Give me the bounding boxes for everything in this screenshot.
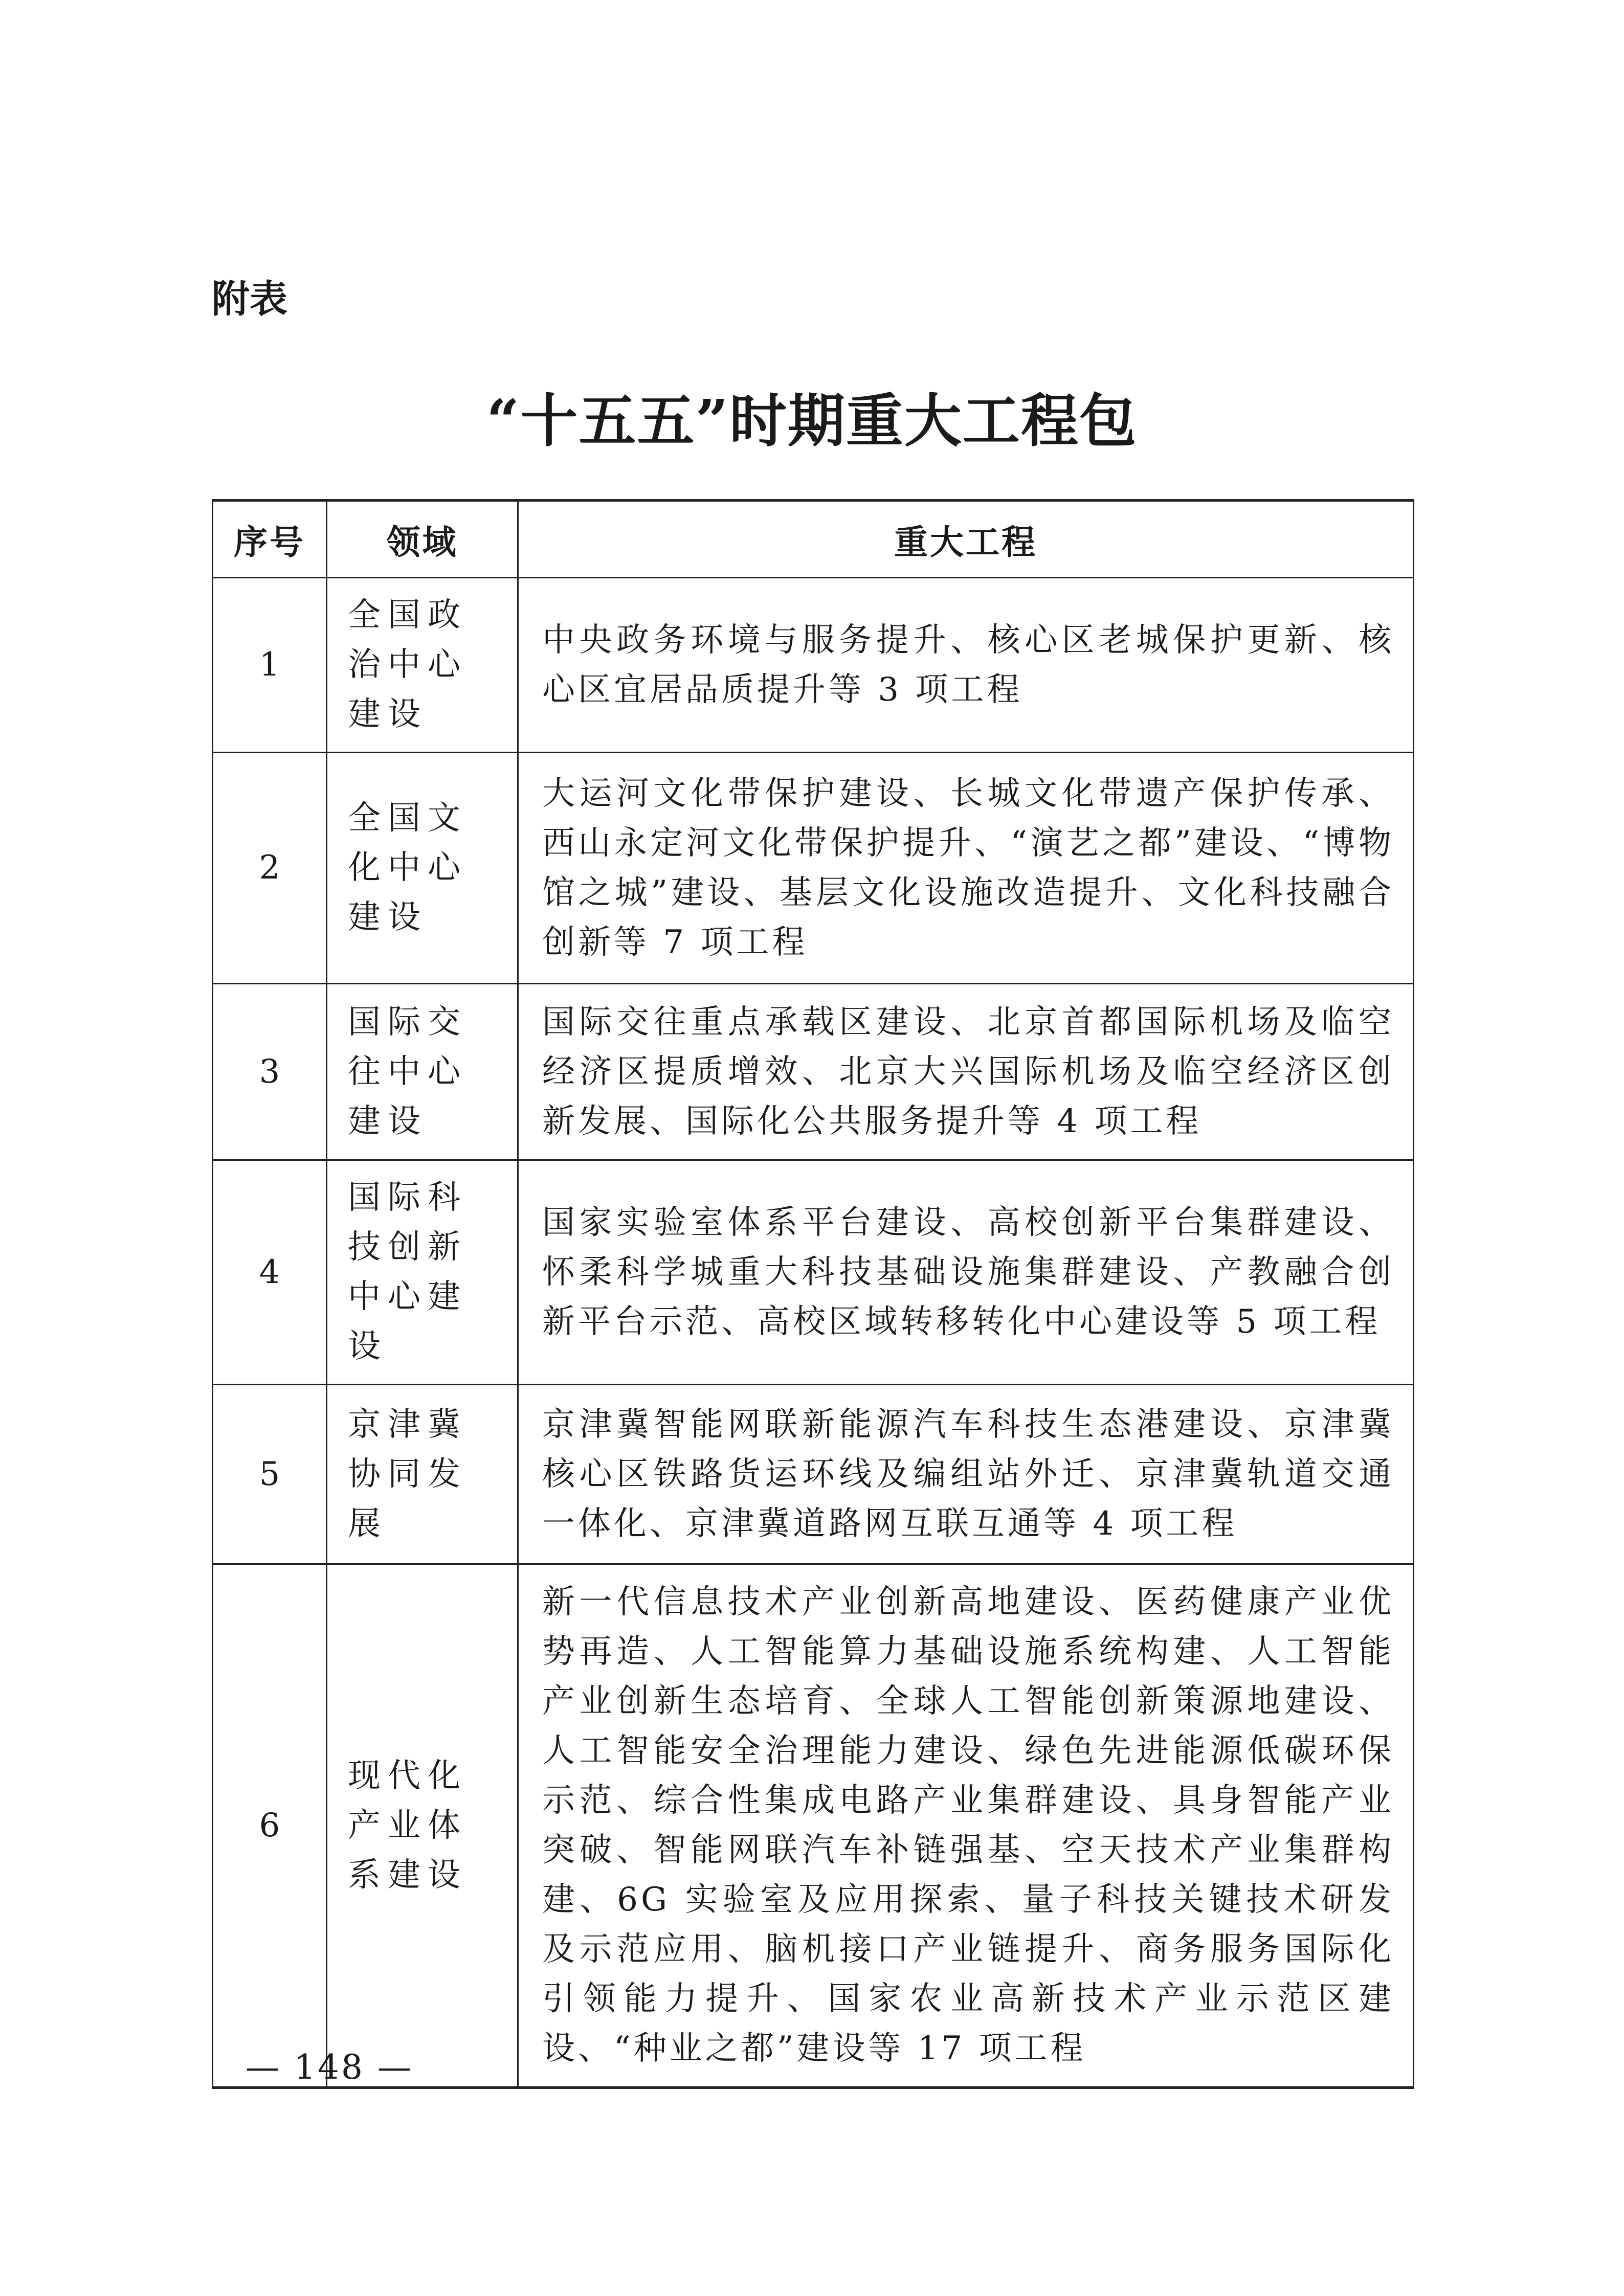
row-field: 全国文化中心建设: [327, 753, 518, 984]
row-no: 6: [213, 1564, 327, 2088]
page-number: — 148 —: [246, 2047, 413, 2087]
row-projects: 京津冀智能网联新能源汽车科技生态港建设、京津冀核心区铁路货运环线及编组站外迁、京津冀轨道交通一体化、京津冀道路网互联互通等 4 项工程: [518, 1385, 1414, 1564]
table-row: [213, 578, 1414, 753]
header-projects: 重大工程: [518, 501, 1414, 578]
row-field: 全国政治中心建设: [327, 578, 518, 753]
row-field: 国际交往中心建设: [327, 984, 518, 1160]
row-projects: 新一代信息技术产业创新高地建设、医药健康产业优势再造、人工智能算力基础设施系统构建、人工智能产业创新生态培育、全球人工智能创新策源地建设、人工智能安全治理能力建设、绿色先进能源低碳环保示范、综合性集成电路产业集群建设、具身智能产业突破、智能网联汽车补链强基、空天技术产业集群构建、6G 实验室及应用探索、量子科技关键技术研发及示范应用、脑机接口产业链提升、商务服务国际化引领能力提升、国家农业高新技术产业示范区建设、“种业之都”建设等 17 项工程: [518, 1564, 1414, 2088]
table-row: [213, 753, 1414, 984]
header-no: 序号: [213, 501, 327, 578]
row-projects: 国际交往重点承载区建设、北京首都国际机场及临空经济区提质增效、北京大兴国际机场及临空经济区创新发展、国际化公共服务提升等 4 项工程: [518, 984, 1414, 1160]
row-no: 1: [213, 578, 327, 753]
table-row: [213, 1385, 1414, 1564]
table-row: [213, 1160, 1414, 1385]
row-field: 京津冀协同发展: [327, 1385, 518, 1564]
table-header-row: [213, 501, 1414, 578]
row-no: 5: [213, 1385, 327, 1564]
document-title: “十五五”时期重大工程包: [486, 388, 1138, 455]
table-row: [213, 984, 1414, 1160]
major-projects-table: [212, 499, 1414, 2089]
row-projects: 国家实验室体系平台建设、高校创新平台集群建设、怀柔科学城重大科技基础设施集群建设、产教融合创新平台示范、高校区域转移转化中心建设等 5 项工程: [518, 1160, 1414, 1385]
row-field: 国际科技创新中心建设: [327, 1160, 518, 1385]
row-field: 现代化产业体系建设: [327, 1564, 518, 2088]
row-projects: 中央政务环境与服务提升、核心区老城保护更新、核心区宜居品质提升等 3 项工程: [518, 578, 1414, 753]
row-no: 3: [213, 984, 327, 1160]
row-no: 2: [213, 753, 327, 984]
header-field: 领域: [327, 501, 518, 578]
row-projects: 大运河文化带保护建设、长城文化带遗产保护传承、西山永定河文化带保护提升、“演艺之都”建设、“博物馆之城”建设、基层文化设施改造提升、文化科技融合创新等 7 项工程: [518, 753, 1414, 984]
table-row: [213, 1564, 1414, 2088]
appendix-label: 附表: [212, 277, 287, 321]
row-no: 4: [213, 1160, 327, 1385]
